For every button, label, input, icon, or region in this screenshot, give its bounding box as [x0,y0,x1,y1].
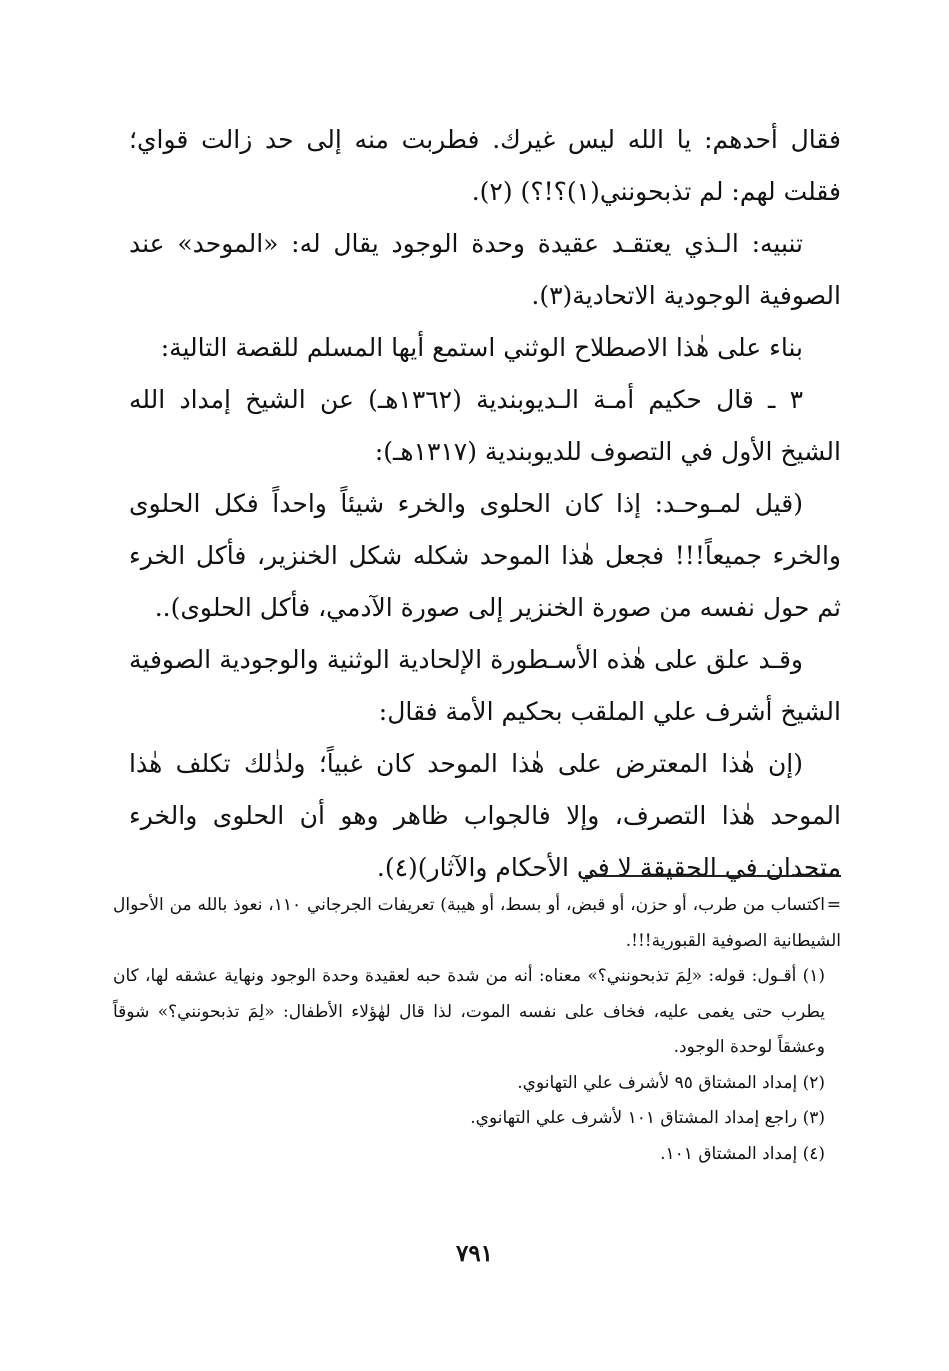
footnotes-section [113,888,841,1172]
main-text-body [129,114,841,894]
footnote-3: (٣) راجع إمداد المشتاق ١٠١ لأشرف علي التهانوي. [470,1108,825,1128]
body-paragraph: بناء على هٰذا الاصطلاح الوثني استمع أيها المسلم للقصة التالية: [160,333,803,362]
footnote-4: (٤) إمداد المشتاق ١٠١. [660,1143,825,1164]
body-paragraph: فقال أحدهم: يا الله ليس غيرك. فطربت منه إلى حد زالت قواي؛ فقلت لهم: لم تذبحونني(١)؟!؟) (٢). [129,125,841,206]
body-paragraph: ٣ ـ قال حكيم أمـة الـديوبندية (١٣٦٢هـ) عن الشيخ إمداد الله الشيخ الأول في التصوف للديوبندية (١٣١٧هـ): [129,385,841,466]
page-number: ٧٩١ [455,1240,494,1267]
body-paragraph-quote: (إن هٰذا المعترض على هٰذا الموحد كان غبياً؛ ولذٰلك تكلف هٰذا الموحد هٰذا التصرف، وإلا فالجواب ظاهر وهو أن الحلوى والخرء متحدان في الحقيقة لا في الأحكام والآثار)(٤). [129,749,841,882]
body-paragraph-note: تنبيه: الـذي يعتقـد عقيدة وحدة الوجود يقال له: «الموحد» عند الصوفية الوجودية الاتحادية(٣). [129,229,841,310]
footnote-1: (١) أقـول: قوله: «لِمَ تذبحونني؟» معناه: أنه من شدة حبه لعقيدة وحدة الوجود ونهاية عشقه لها، كان يطرب حتى يغمى عليه، فخاف على نفسه الموت، لذا قال لهٰؤلاء الأطفال: «لِمَ تذبحونني؟» شوقاً وعشقاً لوحدة الوجود. [113,966,825,1057]
footnote-continuation [113,888,841,959]
footnote-2: (٢) إمداد المشتاق ٩٥ لأشرف علي التهانوي. [517,1072,825,1093]
continuation-marker: = [826,895,841,915]
footnote-divider [585,875,841,877]
body-paragraph: وقـد علق على هٰذه الأسـطورة الإلحادية الوثنية والوجودية الصوفية الشيخ أشرف علي الملقب بحكيم الأمة فقال: [129,645,841,726]
footnote-continuation-text: اكتساب من طرب، أو حزن، أو قبض، أو بسط، أو هيبة) تعريفات الجرجاني ١١٠، نعوذ بالله من الأحوال الشيطانية الصوفية القبورية!!!. [113,895,841,951]
body-paragraph-quote: (قيل لمـوحـد: إذا كان الحلوى والخرء شيئاً واحداً فكل الحلوى والخرء جميعاً!!! فجعل هٰذا الموحد شكله شكل الخنزير، فأكل الخرء ثم حول نفسه من صورة الخنزير إلى صورة الآدمي، فأكل الحلوى).. [129,489,841,622]
